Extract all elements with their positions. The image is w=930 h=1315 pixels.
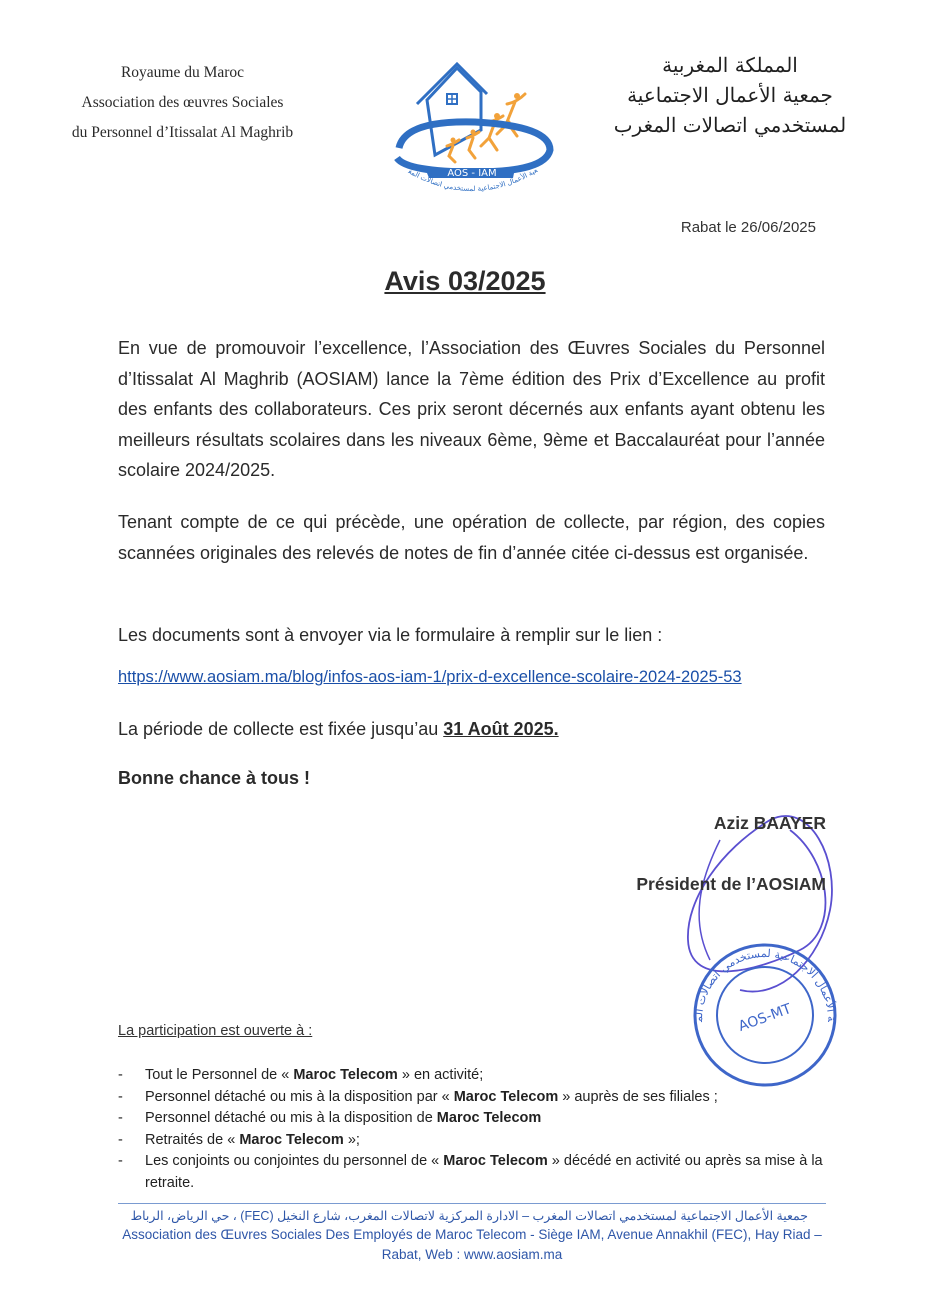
list-item: - Personnel détaché ou mis à la disposition de Maroc Telecom — [118, 1108, 826, 1130]
header-fr-line: Association des œuvres Sociales — [81, 94, 284, 111]
signer-name: Aziz BAAYER — [713, 813, 826, 833]
header-ar-line: المملكة المغربية — [662, 53, 798, 77]
header-fr — [40, 58, 325, 148]
paragraph-collection: Tenant compte de ce qui précède, une opération de collecte, par région, des copies scannées originales des relevés de notes de fin d’année citée ci-dessus est organisée. — [118, 512, 825, 563]
header-ar — [590, 50, 870, 140]
stamp-center-text: AOS-MT — [736, 1001, 794, 1035]
list-item: - Retraités de « Maroc Telecom »; — [118, 1130, 826, 1152]
list-item: - Personnel détaché ou mis à la disposition par « Maroc Telecom » auprès de ses filiales ; — [118, 1087, 826, 1109]
list-item: - Les conjoints ou conjointes du personnel de « Maroc Telecom » décédé en activité ou après sa mise à la retraite. — [118, 1151, 826, 1194]
participation-list — [118, 1065, 826, 1194]
notice-title: Avis 03/2025 — [384, 266, 546, 296]
header-ar-line: جمعية الأعمال الاجتماعية — [627, 83, 833, 107]
list-item: - Tout le Personnel de « Maroc Telecom » en activité; — [118, 1065, 826, 1087]
header-ar-line: لمستخدمي اتصالات المغرب — [613, 113, 847, 137]
signature-scribble-icon — [660, 800, 860, 1090]
logo-arc-text: عية الأعمال الاجتماعية لمستخدمي اتصالات المغ — [406, 166, 539, 194]
house-with-family-icon — [385, 60, 560, 195]
header-fr-line: Royaume du Maroc — [120, 64, 245, 81]
paragraph-deadline — [118, 714, 825, 745]
aosiam-logo — [385, 60, 560, 195]
paragraph-intro: En vue de promouvoir l’excellence, l’Association des Œuvres Sociales du Personnel d’Itissalat Al Maghrib (AOSIAM) lance la 7ème édition des Prix d’Excellence au profit des enfants des collaborateurs. Ces prix seront décernés aux enfants ayant obtenu les meilleurs résultats scolaires dans les niveaux 6ème, 9ème et Baccalauréat pour l’année scolaire 2024/2025. — [118, 338, 825, 480]
stamp-arc-text: ة الأعمال الاجتماعية لمستخدمي اتصالات الم — [691, 946, 839, 1023]
paragraph-good-luck: Bonne chance à tous ! — [118, 768, 311, 788]
logo-text: AOS - IAM — [447, 168, 497, 179]
footer-arabic: جمعية الأعمال الاجتماعية لمستخدمي اتصالات المغرب – الادارة المركزية لاتصالات المغرب، شارع النخيل (FEC) ، حي الرياض، الرباط — [130, 1209, 808, 1223]
participation-heading: La participation est ouverte à : — [118, 1023, 313, 1039]
paragraph-instructions: Les documents sont à envoyer via le formulaire à remplir sur le lien : — [118, 625, 663, 645]
deadline-date: 31 Août 2025. — [443, 719, 559, 739]
header-fr-line: du Personnel d’Itissalat Al Maghrib — [71, 124, 294, 141]
document-date: Rabat le 26/06/2025 — [680, 219, 816, 236]
signature-stamp — [660, 800, 860, 1090]
footer-french: Association des Œuvres Sociales Des Employés de Maroc Telecom - Siège IAM, Avenue Annakhil (FEC), Hay Riad – Rabat, Web : www.aosiam.ma — [122, 1227, 822, 1262]
deadline-prefix: La période de collecte est fixée jusqu’au — [118, 719, 444, 739]
form-link[interactable]: https://www.aosiam.ma/blog/infos-aos-iam-1/prix-d-excellence-scolaire-2024-2025-53 — [118, 668, 742, 686]
signer-title: Président de l’AOSIAM — [636, 874, 826, 894]
footer-divider — [118, 1203, 826, 1204]
